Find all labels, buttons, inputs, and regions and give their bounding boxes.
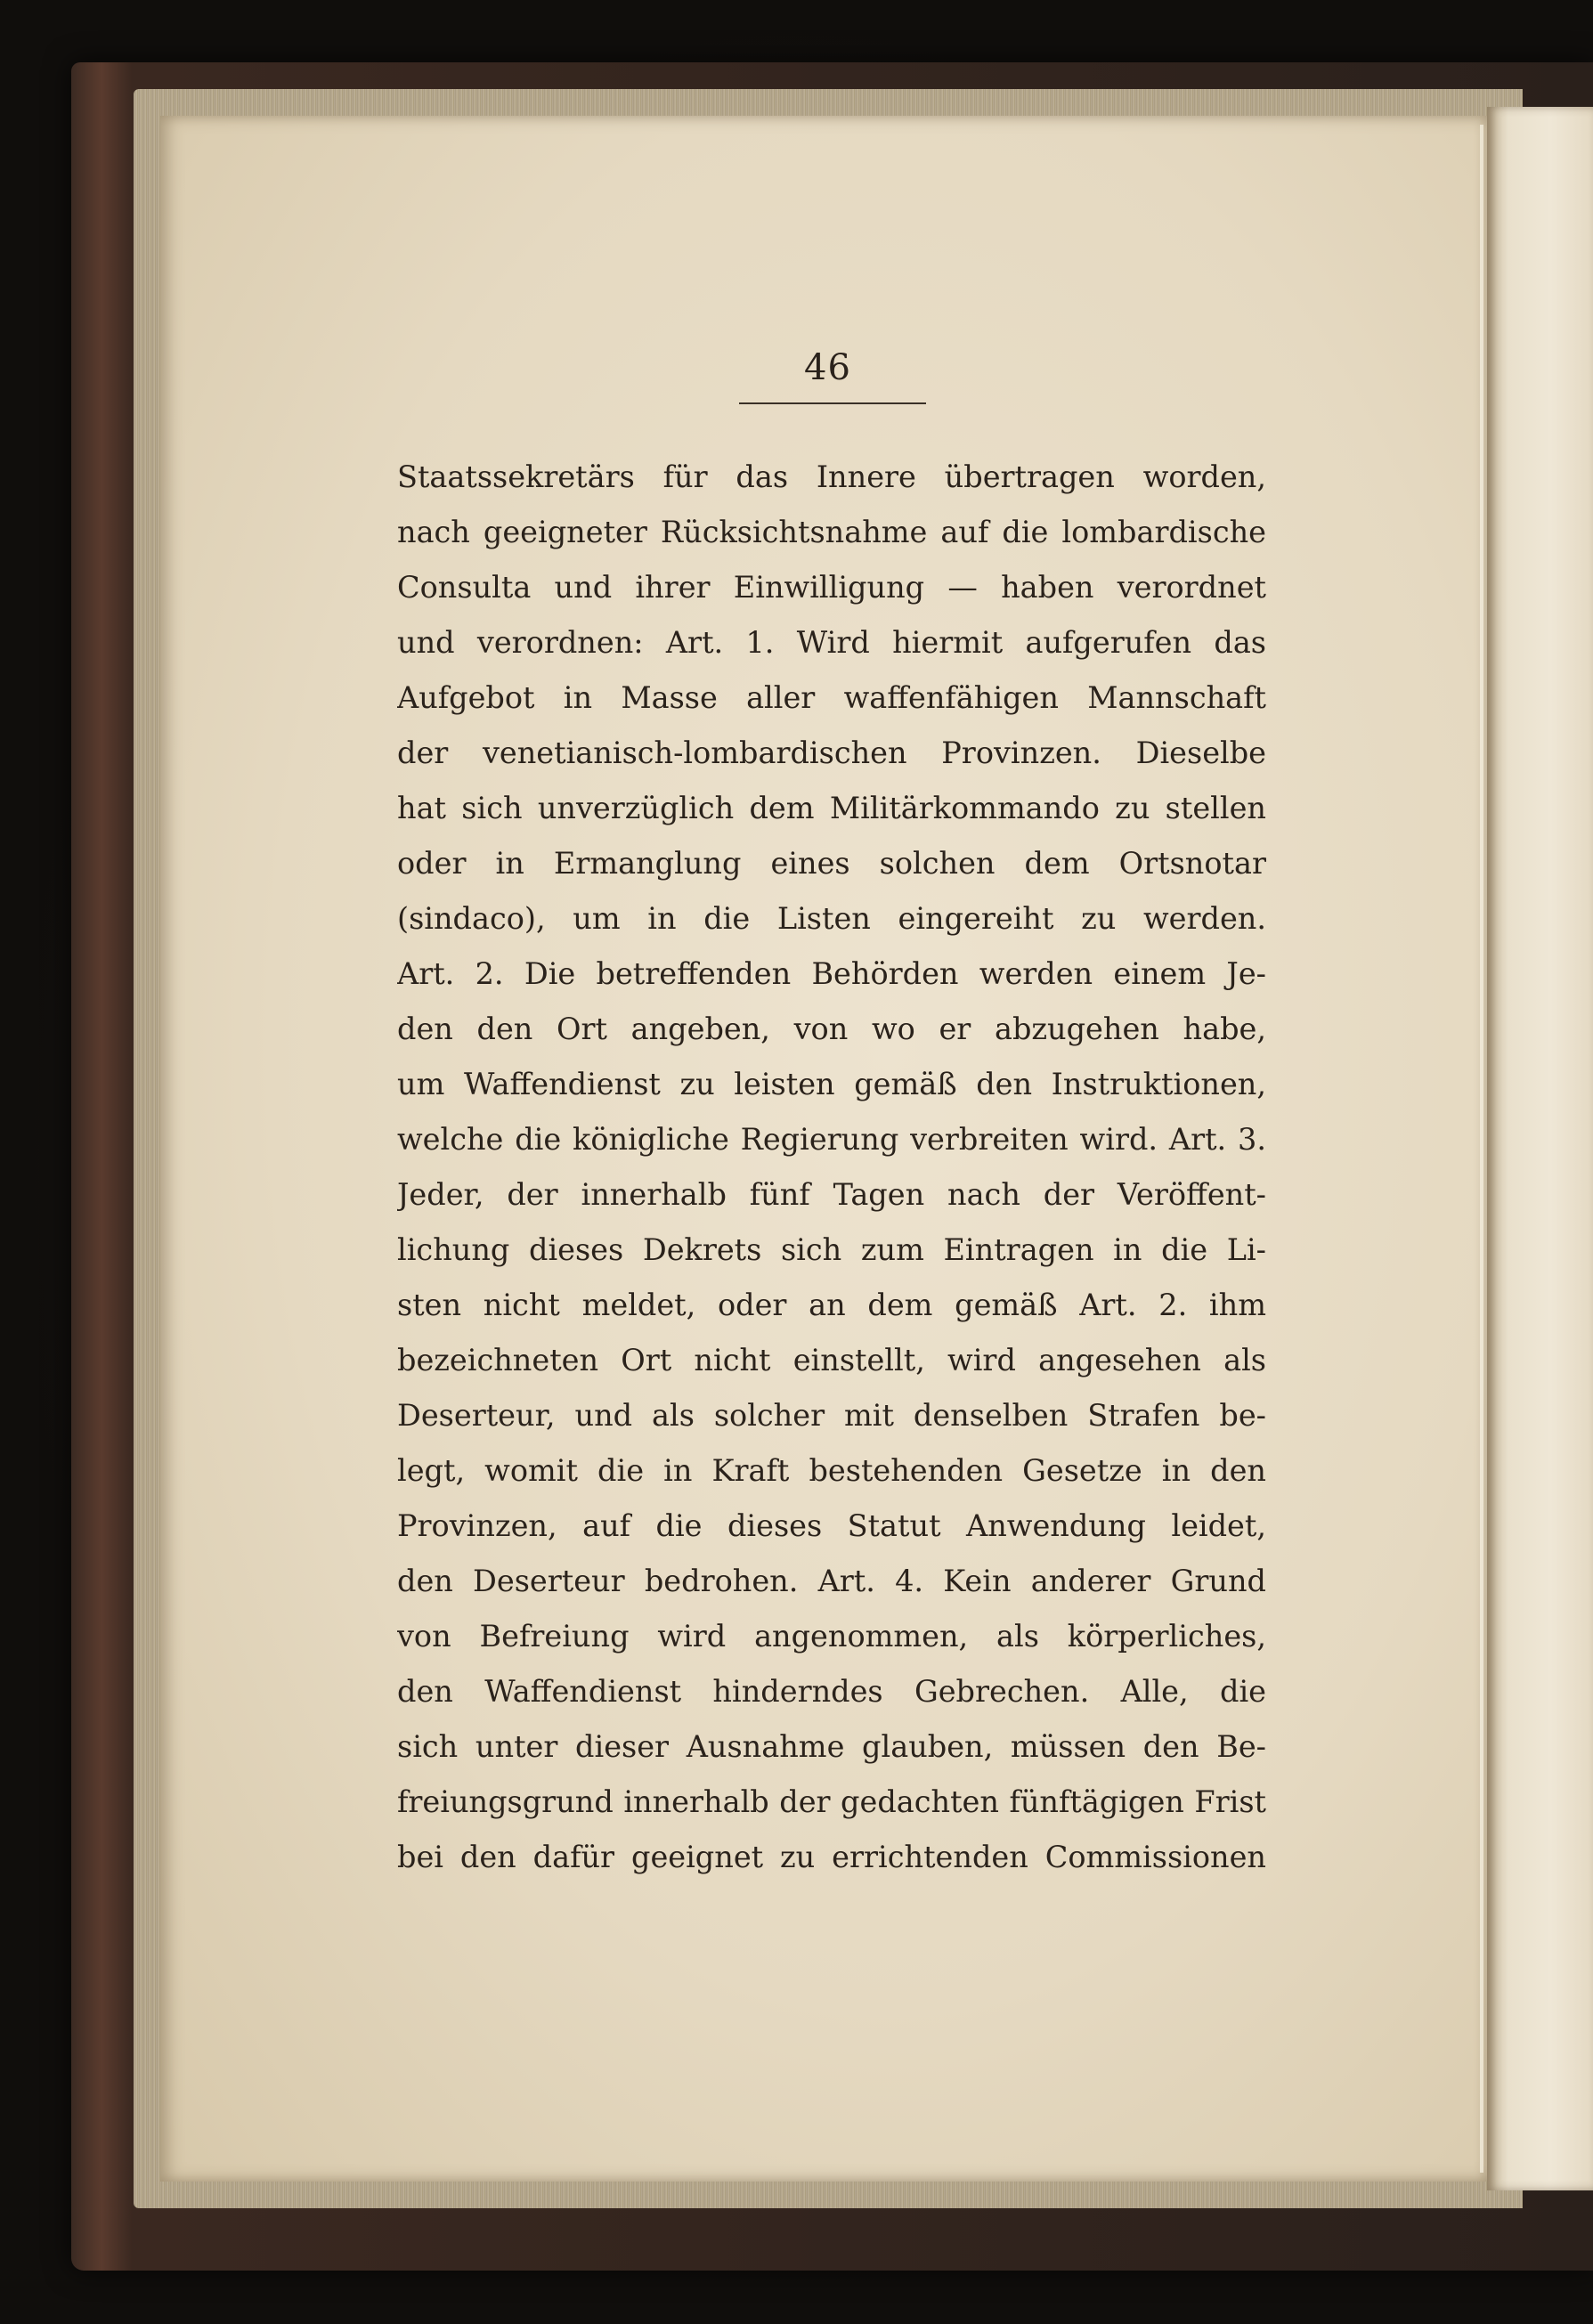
page-number: 46 [804,347,851,388]
body-text [397,450,1266,1885]
text-line: (sindaco), um in die Listen eingereiht zu werden. [397,901,1266,936]
text-line: welche die königliche Regierung verbreiten wird. Art. 3. [397,1122,1266,1157]
text-line: Deserteur, und als solcher mit denselben Strafen be- [397,1398,1266,1433]
text-line: Consulta und ihrer Einwilligung — haben verordnet [397,570,1266,605]
text-line: oder in Ermanglung eines solchen dem Ortsnotar [397,846,1266,881]
text-line: und verordnen: Art. 1. Wird hiermit aufgerufen das [397,625,1266,660]
text-line: bezeichneten Ort nicht einstellt, wird angesehen als [397,1343,1266,1377]
gutter-line [1480,125,1483,2173]
text-line: den Deserteur bedrohen. Art. 4. Kein anderer Grund [397,1564,1266,1598]
text-line: Aufgebot in Masse aller waffenfähigen Mannschaft [397,680,1266,715]
text-line: den Waffendienst hinderndes Gebrechen. Alle, die [397,1674,1266,1709]
text-line: Provinzen, auf die dieses Statut Anwendung leidet, [397,1508,1266,1543]
text-line: Staatssekretärs für das Innere übertragen worden, [397,459,1266,494]
text-line: nach geeigneter Rücksichtsnahme auf die lombardische [397,515,1266,549]
header-rule [739,402,926,404]
text-line: sich unter dieser Ausnahme glauben, müssen den Be- [397,1729,1266,1764]
text-line: lichung dieses Dekrets sich zum Eintragen in die Li- [397,1232,1266,1267]
text-line: von Befreiung wird angenommen, als körperliches, [397,1619,1266,1654]
text-line: legt, womit die in Kraft bestehenden Gesetze in den [397,1453,1266,1488]
text-line: bei den dafür geeignet zu errichtenden Commissionen [397,1840,1266,1874]
text-line: den den Ort angeben, von wo er abzugehen habe, [397,1012,1266,1046]
text-line: freiungsgrund innerhalb der gedachten fünftägigen Frist [397,1784,1266,1819]
text-line: um Waffendienst zu leisten gemäß den Instruktionen, [397,1067,1266,1101]
text-line: Art. 2. Die betreffenden Behörden werden einem Je- [397,956,1266,991]
text-line: hat sich unverzüglich dem Militärkommando zu stellen [397,791,1266,825]
text-line: Jeder, der innerhalb fünf Tagen nach der Veröffent- [397,1177,1266,1212]
text-line: sten nicht meldet, oder an dem gemäß Art. 2. ihm [397,1288,1266,1322]
facing-page-edge [1487,107,1593,2190]
text-line: der venetianisch-lombardischen Provinzen. Dieselbe [397,735,1266,770]
